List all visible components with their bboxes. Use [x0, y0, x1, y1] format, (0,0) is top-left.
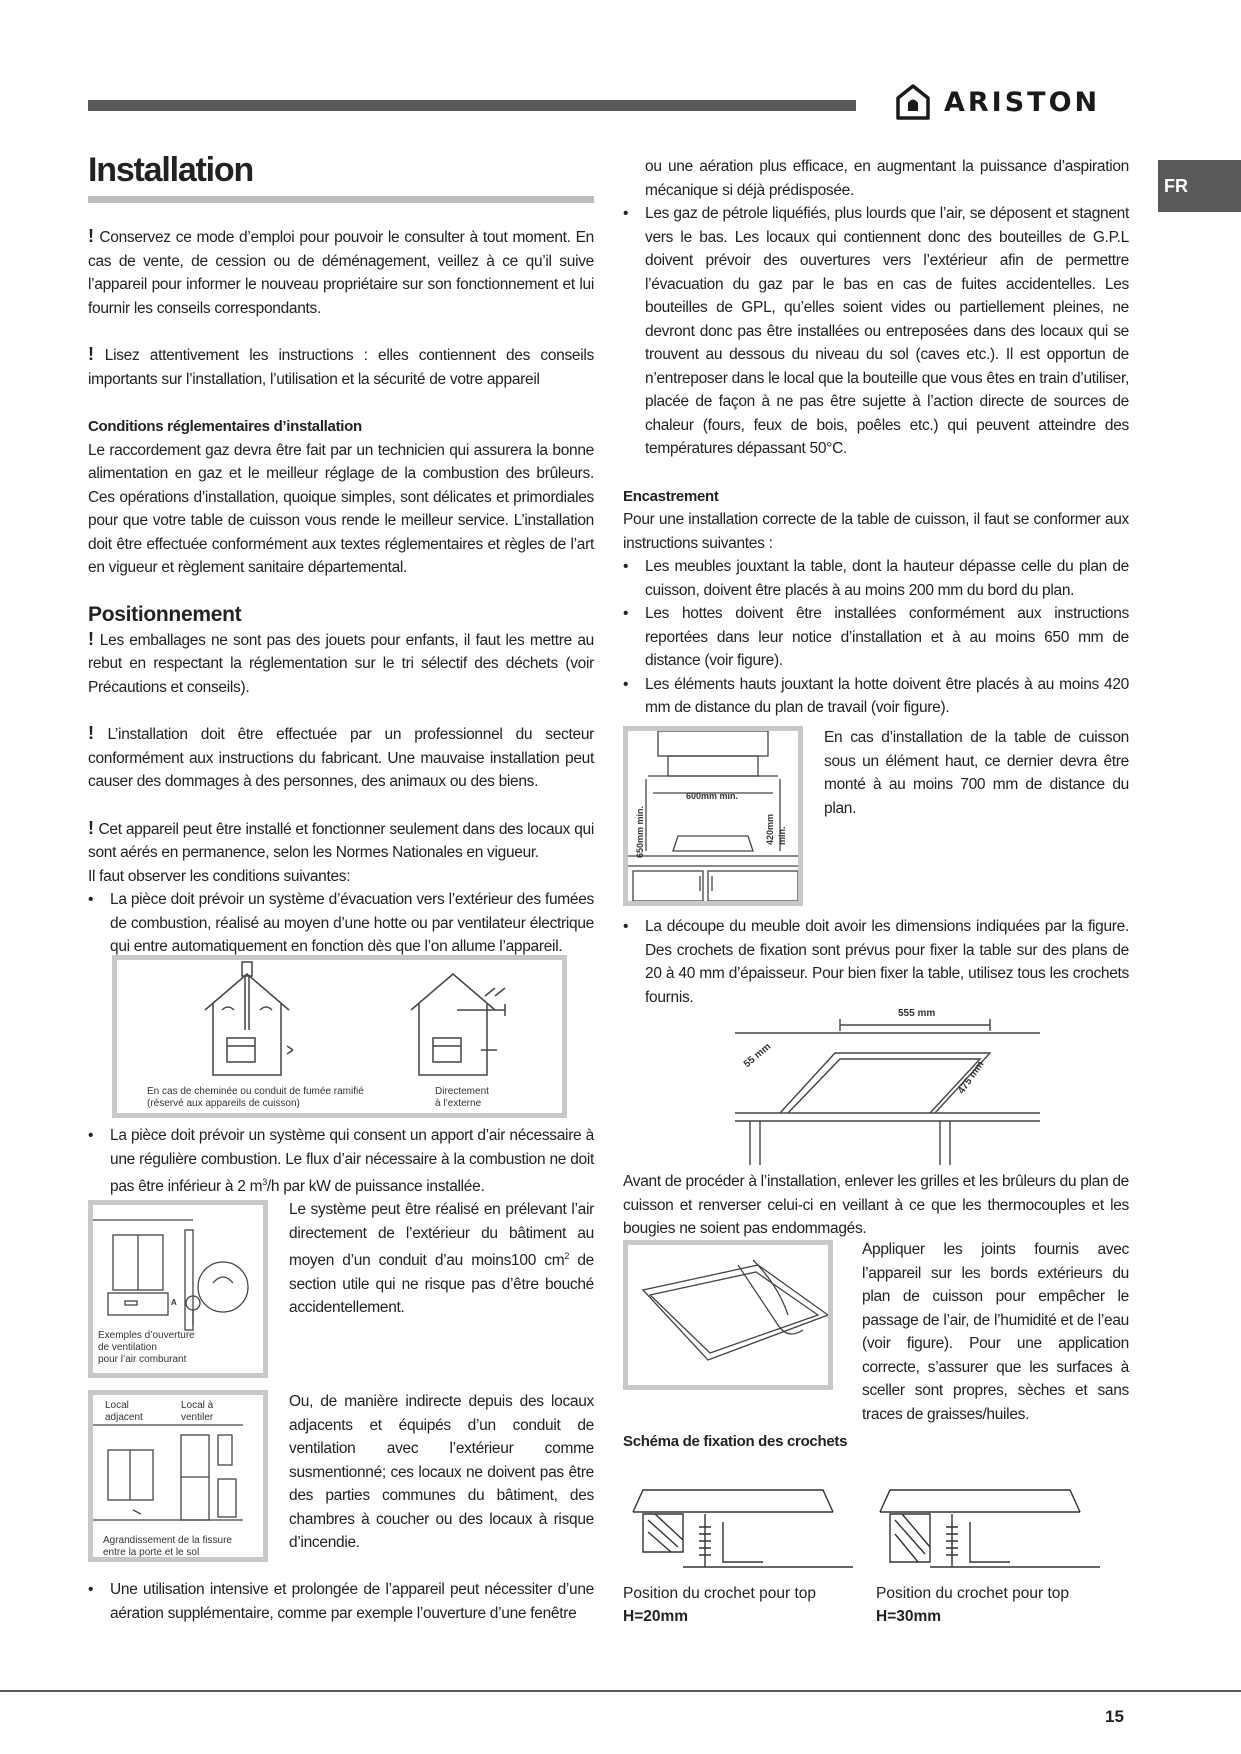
seal-text-block	[862, 1238, 1129, 1426]
clamp-20mm-caption: Position du crochet pour top H=20mm	[623, 1585, 817, 1625]
intro-paragraph: ! Conservez ce mode d’emploi pour pouvoir le consulter à tout moment. En cas de vente, de cession ou de déménagement, veillez à ce qu’il suive l’appareil pour informer le nouveau propriétaire sur son fonctionnement et lui fournir les conseils correspondants.	[88, 226, 594, 317]
left-column-bottom	[88, 1578, 594, 1625]
indirect-text: Ou, de manière indirecte depuis des locaux adjacents et équipés d’un conduit de ventilation avec l’extérieur comme susmentionné; ces locaux ne doivent pas être des parties communes du bâtiment, des chambres à coucher ou des locaux à risque d’incendie.	[289, 1393, 594, 1551]
air-supply-bullet: • La pièce doit prévoir un système qui consent un apport d’air nécessaire à une régulière combustion. Le flux d’air nécessaire à la combustion ne doit pas être inférieur à 2 $m^3/h$ par kW de puissance installée.	[88, 1124, 594, 1199]
conditions-text: Le raccordement gaz devra être fait par un technicien qui assurera la bonne alimentation en gaz et le meilleur réglage de la combustion des brûleurs. Ces opérations d’installation, quoique simples, sont délicates et primordiales pour que votre table de cuisson vous rende le meilleur service. L’installation doit être effectuée conformément aux textes réglementaires et règles de l’art en vigueur et règlement sanitaire départemental.	[88, 441, 594, 576]
cutout-55-label: 55 mm	[741, 1041, 774, 1071]
vent-label-a: A	[171, 1298, 177, 1307]
clamp-30mm-figure	[870, 1472, 1100, 1582]
hood-distance-figure	[623, 726, 803, 906]
language-tab: FR	[1158, 160, 1241, 212]
schema-heading-block	[623, 1430, 1129, 1454]
conditions-intro: Il faut observer les conditions suivantes:	[88, 867, 351, 885]
house-logo-icon	[896, 84, 930, 120]
built-in-heading: Encastrement	[623, 487, 719, 505]
furniture-bullet: • Les meubles jouxtant la table, dont la hauteur dépasse celle du plan de cuisson, doivent être placés à au moins 200 mm du bord du plan.	[623, 555, 1129, 602]
upper-unit-text: En cas d’installation de la table de cuisson sous un élément haut, ce dernier devra être monté à au moins 700 mm de distance du plan.	[824, 729, 1129, 817]
hood-bullet: • Les hottes doivent être installées conformément aux instructions reportées dans leur notice d’installation et à au moins 650 mm de distance (voir figure).	[623, 602, 1129, 673]
cutout-bullet: • La découpe du meuble doit avoir les dimensions indiquées par la figure. Des crochets de fixation sont prévus pour fixer la table sur des plans de 20 à 40 mm d’épaisseur. Pour bien fixer la table, utilisez tous les crochets fournis.	[623, 915, 1129, 1009]
seal-text: Appliquer les joints fournis avec l’appareil sur les bords extérieurs du plan de cuisson pour empêcher le passage de l’air, de l’humidité et de l’eau (voir figure). Pour une application correcte, s’assurer que les surfaces à sceller sont propres, sèches et sans traces de graisses/huiles.	[862, 1241, 1129, 1423]
adjacent-room-figure	[88, 1390, 268, 1562]
house-caption-1: En cas de cheminée ou conduit de fumée ramifié (réservé aux appareils de cuisson)	[147, 1086, 364, 1109]
vent-text-block	[289, 1198, 594, 1320]
continuation-text: ou une aération plus efficace, en augmentant la puissance d’aspiration mécanique si déjà prédisposée.	[645, 158, 1129, 199]
vent-caption: Exemples d’ouverture de ventilation pour l’air comburant	[98, 1330, 195, 1365]
brand-logo	[896, 84, 1100, 120]
before-install-text: Avant de procéder à l’installation, enlever les grilles et les brûleurs du plan de cuisson et renverser celui-ci en veillant à ce que les thermocouples et les bougies ne soient pas endommagés.	[623, 1173, 1129, 1237]
adjacent-caption: Agrandissement de la fissure entre la porte et le sol	[103, 1535, 232, 1558]
cutout-475-label: 475 mm	[956, 1059, 987, 1097]
left-column-lower	[88, 1124, 594, 1199]
upper-elements-bullet: • Les éléments hauts jouxtant la hotte doivent être placés à au moins 420 mm de distance du plan de travail (voir figure).	[623, 673, 1129, 720]
intensive-use-bullet: • Une utilisation intensive et prolongée de l’appareil peut nécessiter d’une aération supplémentaire, comme par exemple l’ouverture d’une fenêtre	[88, 1578, 594, 1625]
house-caption-2: Directement à l’externe	[435, 1086, 489, 1109]
professional-paragraph: ! L’installation doit être effectuée par un professionnel du secteur conformément aux instructions du fabricant. Une mauvaise installation peut causer des dommages à des personnes, des animaux ou des biens.	[88, 723, 595, 790]
seal-figure	[623, 1240, 833, 1390]
built-in-intro: Pour une installation correcte de la table de cuisson, il faut se conformer aux instructions suivantes :	[623, 511, 1129, 552]
packaging-paragraph: ! Les emballages ne sont pas des jouets pour enfants, il faut les mettre au rebut en respectant la réglementation sur le tri sélectif des déchets (voir Précautions et conseils).	[88, 628, 594, 696]
exhaust-bullet: • La pièce doit prévoir un système d’évacuation vers l’extérieur des fumées de combustion, réalisé au moyen d’une hotte ou par ventilateur électrique qui entre automatiquement en fonction dès que l’on allume l’appareil.	[88, 888, 594, 959]
page-number: 15	[1105, 1707, 1124, 1726]
positioning-heading: Positionnement	[88, 602, 242, 626]
indirect-text-block	[289, 1390, 594, 1555]
page-title: Installation	[88, 151, 254, 189]
ventilation-opening-figure	[88, 1200, 268, 1378]
header-rule	[88, 100, 856, 111]
hood-text-block	[824, 726, 1129, 820]
footer-rule	[0, 1690, 1241, 1692]
ventilation-paragraph: ! Cet appareil peut être installé et fonctionner seulement dans des locaux qui sont aérés en permanence, selon les Normes Nationales en vigueur.	[88, 817, 594, 861]
warning-paragraph: ! Lisez attentivement les instructions : elles contiennent des conseils importants sur l’installation, l’utilisation et la sécurité de votre appareil	[88, 344, 594, 388]
clamp-schema-heading: Schéma de fixation des crochets	[623, 1433, 848, 1450]
hood-650-label: 650mm min.	[635, 805, 646, 859]
clamp-20mm-figure	[623, 1472, 853, 1582]
before-install-block	[623, 1170, 1129, 1241]
chimney-figure	[112, 955, 567, 1118]
title-underline	[88, 196, 594, 203]
lpg-bullet: • Les gaz de pétrole liquéfiés, plus lourds que l’air, se déposent et stagnent vers le bas. Les locaux qui contiennent donc des bouteilles de G.P.L doivent prévoir des ouvertures vers l’extérieur afin de permettre l’évacuation du gaz par le bas en cas de fuites accidentelles. Les bouteilles de GPL, qu’elles soient vides ou partiellement pleines, ne devront donc pas être installées ou entreposées dans des locaux qui se trouvent au dessous du niveau du sol (caves etc.). Il est opportun de n’entreposer dans le local que la bouteille que vous êtes en train d’utiliser, placée de façon à ne pas être sujette à l’action directe de sources de chaleur (fours, feux de bois, poêles etc.) qui peuvent atteindre des températures dépassant 50°C.	[623, 202, 1129, 461]
cutout-dimensions-figure	[730, 1005, 1045, 1170]
conditions-heading: Conditions réglementaires d’installation	[88, 418, 362, 435]
brand-name: ARISTON	[944, 86, 1101, 118]
clamp-30mm-caption: Position du crochet pour top H=30mm	[876, 1585, 1070, 1625]
seal-illustration	[628, 1245, 828, 1385]
cutout-block	[623, 915, 1129, 1009]
room-to-ventilate-label: Local à ventiler	[181, 1400, 214, 1423]
hood-420-label: 420mm min.	[765, 813, 787, 845]
right-column	[623, 155, 1129, 720]
hood-600-label: 600mm min.	[686, 791, 739, 801]
left-column	[88, 150, 594, 959]
cutout-555-label: 555 mm	[898, 1008, 936, 1019]
adjacent-room-label: Local adjacent	[105, 1400, 143, 1423]
vent-text: Le système peut être réalisé en prélevant l’air directement de l’extérieur du bâtiment au moyen d’un conduit d’au moins100 $cm^2$ de section utile qui ne risque pas d’être bouché accidentellement.	[289, 1201, 594, 1317]
